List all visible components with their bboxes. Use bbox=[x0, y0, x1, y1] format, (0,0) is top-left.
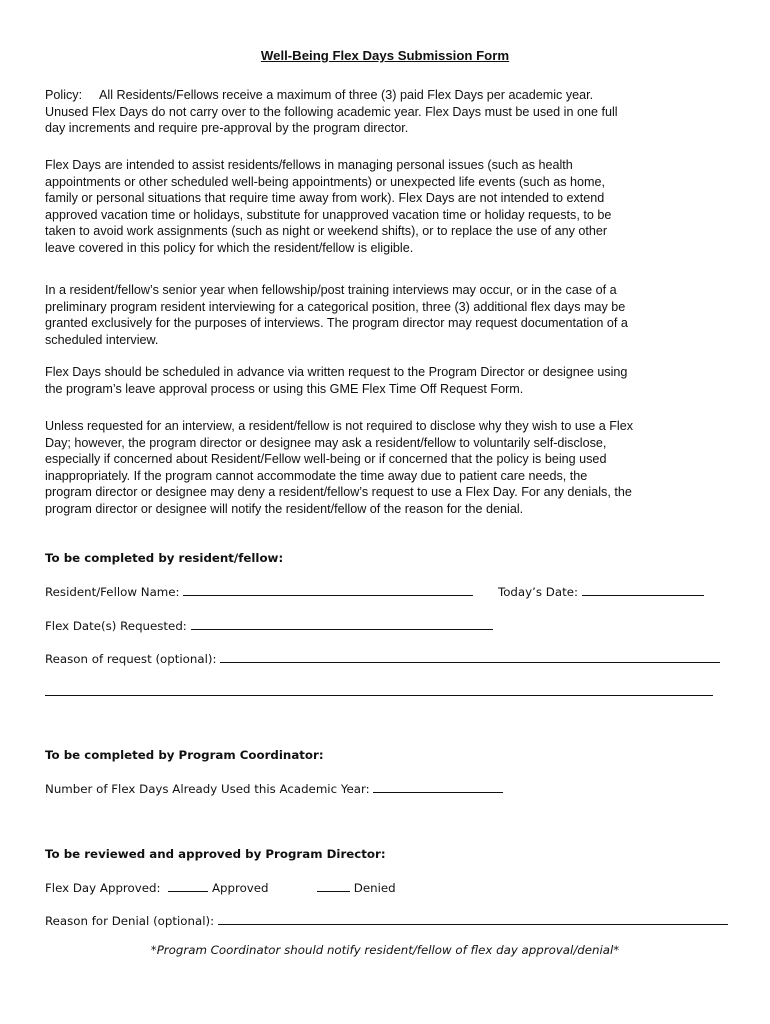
flex-days-purpose-paragraph bbox=[45, 157, 725, 256]
paragraph-line: program director or designee may deny a resident/fellow’s request to use a Flex Day. For any denials, the bbox=[45, 485, 632, 499]
approved-field[interactable] bbox=[168, 880, 208, 892]
policy-text: All Residents/Fellows receive a maximum of three (3) paid Flex Days per academic year. bbox=[99, 88, 594, 102]
resident-name-row bbox=[45, 584, 473, 599]
todays-date-field[interactable] bbox=[582, 584, 704, 596]
paragraph-line: leave covered in this policy for which the resident/fellow is eligible. bbox=[45, 240, 414, 255]
resident-name-label: Resident/Fellow Name: bbox=[45, 585, 180, 599]
days-used-row bbox=[45, 781, 503, 796]
todays-date-label: Today’s Date: bbox=[498, 585, 578, 599]
coordinator-section-heading: To be completed by Program Coordinator: bbox=[45, 748, 324, 762]
reason-row bbox=[45, 651, 720, 666]
approval-row bbox=[45, 880, 269, 895]
paragraph-line: Flex Days should be scheduled in advance via written request to the Program Director or designee using bbox=[45, 365, 628, 379]
flex-dates-label: Flex Date(s) Requested: bbox=[45, 619, 187, 633]
resident-section-heading: To be completed by resident/fellow: bbox=[45, 551, 284, 565]
paragraph-line: inappropriately. If the program cannot accommodate the time away due to patient care needs, the bbox=[45, 468, 588, 483]
paragraph-line: family or personal situations that require time away from work). Flex Days are not intended to extend bbox=[45, 191, 605, 205]
reason-continuation-field[interactable] bbox=[45, 684, 713, 696]
reason-field[interactable] bbox=[220, 651, 720, 663]
paragraph-line: appointments or other scheduled well-being appointments) or unexpected life events (such as home, bbox=[45, 174, 606, 189]
days-used-label: Number of Flex Days Already Used this Academic Year: bbox=[45, 782, 370, 796]
flex-dates-row bbox=[45, 618, 493, 633]
days-used-field[interactable] bbox=[373, 781, 503, 793]
paragraph-line: Day; however, the program director or designee may ask a resident/fellow to voluntarily self-disclose, bbox=[45, 435, 607, 450]
paragraph-line: In a resident/fellow’s senior year when fellowship/post training interviews may occur, or in the case of a bbox=[45, 283, 617, 297]
paragraph-line: approved vacation time or holidays, substitute for unapproved vacation time or holiday requests, to be bbox=[45, 207, 612, 222]
approval-label: Flex Day Approved: bbox=[45, 881, 161, 895]
paragraph-line: taken to avoid work assignments (such as night or weekend shifts), or to replace the use of any other bbox=[45, 224, 608, 238]
paragraph-line: granted exclusively for the purposes of interviews. The program director may request documentation of a bbox=[45, 316, 628, 330]
interview-paragraph bbox=[45, 282, 725, 348]
paragraph-line: Unless requested for an interview, a resident/fellow is not required to disclose why they wish to use a Flex bbox=[45, 419, 634, 433]
denied-row bbox=[317, 880, 396, 895]
paragraph-line: scheduled interview. bbox=[45, 332, 159, 347]
reason-label: Reason of request (optional): bbox=[45, 652, 217, 666]
policy-line: day increments and require pre-approval by the program director. bbox=[45, 121, 409, 135]
approved-option-label: Approved bbox=[211, 881, 269, 895]
scheduling-paragraph bbox=[45, 364, 725, 397]
flex-dates-field[interactable] bbox=[191, 618, 493, 630]
denied-option-label: Denied bbox=[353, 881, 396, 895]
form-title: Well-Being Flex Days Submission Form bbox=[260, 48, 510, 63]
paragraph-line: preliminary program resident interviewing for a categorical position, three (3) additional flex days may be bbox=[45, 299, 626, 314]
resident-name-field[interactable] bbox=[183, 584, 473, 596]
denial-reason-field[interactable] bbox=[218, 913, 728, 925]
reason-continuation-row bbox=[45, 684, 713, 699]
paragraph-line: program director or designee will notify the resident/fellow of the reason for the denial. bbox=[45, 501, 524, 516]
denied-field[interactable] bbox=[317, 880, 350, 892]
policy-paragraph bbox=[45, 87, 725, 137]
todays-date-row bbox=[498, 584, 704, 599]
disclosure-paragraph bbox=[45, 418, 725, 517]
policy-label: Policy: bbox=[45, 88, 83, 102]
policy-line: Unused Flex Days do not carry over to the following academic year. Flex Days must be used in one full bbox=[45, 104, 618, 119]
denial-reason-row bbox=[45, 913, 728, 928]
paragraph-line: the program’s leave approval process or using this GME Flex Time Off Request Form. bbox=[45, 381, 524, 396]
denial-reason-label: Reason for Denial (optional): bbox=[45, 914, 215, 928]
paragraph-line: Flex Days are intended to assist residents/fellows in managing personal issues (such as health bbox=[45, 158, 573, 172]
paragraph-line: especially if concerned about Resident/Fellow well-being or if concerned that the policy is being used bbox=[45, 452, 607, 466]
policy-line bbox=[45, 87, 725, 104]
director-section-heading: To be reviewed and approved by Program Director: bbox=[45, 847, 386, 861]
footer-note: *Program Coordinator should notify resident/fellow of flex day approval/denial* bbox=[150, 943, 620, 957]
